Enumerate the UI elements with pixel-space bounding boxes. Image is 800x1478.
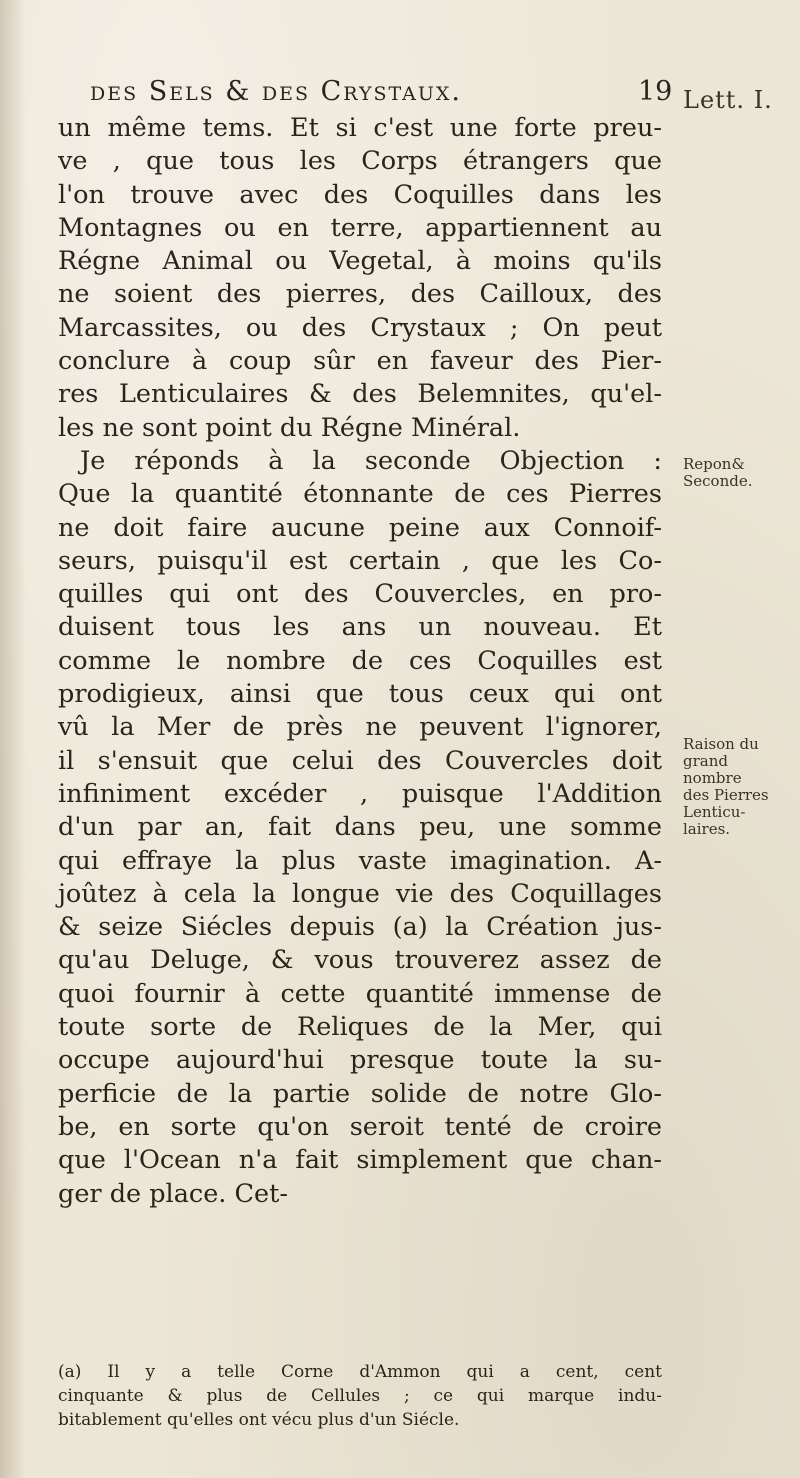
text-line: infiniment excéder , puisque l'Addition [58, 778, 662, 809]
footnote-line: cinquante & plus de Cellules ; ce qui marque indu- [58, 1386, 662, 1406]
margin-note-line: nombre [683, 769, 742, 787]
text-line: joûtez à cela la longue vie des Coquillages [58, 878, 662, 909]
margin-note-line: des Pierres [683, 786, 769, 804]
page-number: 19 [638, 76, 673, 107]
footnote-line: (a) Il y a telle Corne d'Ammon qui a cent, cent [58, 1362, 662, 1382]
page-gutter-shadow [0, 0, 26, 1478]
text-line: Je réponds à la seconde Objection : [80, 445, 662, 476]
text-line: quoi fournir à cette quantité immense de [58, 978, 662, 1009]
text-line: ne soient des pierres, des Cailloux, des [58, 279, 662, 310]
text-line: Montagnes ou en terre, appartiennent au [58, 212, 662, 243]
footnote-line: bitablement qu'elles ont vécu plus d'un Siécle. [58, 1410, 460, 1430]
text-line: toute sorte de Reliques de la Mer, qui [58, 1012, 662, 1043]
text-line: & seize Siécles depuis (a) la Création jus- [58, 912, 662, 943]
text-line: ne doit faire aucune peine aux Connoif- [58, 512, 662, 543]
margin-note-line: laires. [683, 820, 731, 838]
margin-note-line: Lenticu- [683, 803, 746, 821]
text-line: duisent tous les ans un nouveau. Et [58, 612, 662, 643]
text-line: vû la Mer de près ne peuvent l'ignorer, [58, 712, 662, 743]
text-line: perficie de la partie solide de notre Glo- [58, 1078, 662, 1109]
text-line: seurs, puisqu'il est certain , que les Co- [58, 545, 662, 576]
text-line: d'un par an, fait dans peu, une somme [58, 812, 662, 843]
margin-note-raison [683, 736, 795, 838]
text-line: Marcassites, ou des Crystaux ; On peut [58, 312, 662, 343]
text-line: ger de place. Cet- [58, 1178, 288, 1209]
margin-note-line: grand [683, 752, 728, 770]
text-line: Régne Animal ou Vegetal, à moins qu'ils [58, 246, 662, 277]
text-line: quilles qui ont des Couvercles, en pro- [58, 579, 662, 610]
margin-note-line: Seconde. [683, 472, 753, 490]
running-head [90, 76, 690, 107]
text-line: un même tems. Et si c'est une forte preu- [58, 113, 662, 143]
margin-note-line: Raison du [683, 735, 759, 753]
main-text [58, 112, 662, 1211]
text-line: qui effraye la plus vaste imagination. A- [58, 845, 662, 876]
text-line: Que la quantité étonnante de ces Pierres [58, 479, 662, 510]
running-head-title: des Sels & des Crystaux. [90, 76, 463, 107]
text-line: conclure à coup sûr en faveur des Pier- [58, 346, 662, 377]
margin-note-letter [683, 86, 795, 114]
text-line: que l'Ocean n'a fait simplement que chan- [58, 1145, 662, 1176]
text-line: qu'au Deluge, & vous trouverez assez de [58, 945, 662, 976]
text-line: l'on trouve avec des Coquilles dans les [58, 179, 662, 210]
margin-note-reponse [683, 456, 795, 490]
text-line: comme le nombre de ces Coquilles est [58, 645, 662, 676]
footnote [58, 1360, 662, 1432]
text-line: les ne sont point du Régne Minéral. [58, 412, 521, 443]
text-line: ve , que tous les Corps étrangers que [58, 146, 662, 177]
margin-note-letter-text: Lett. I. [683, 86, 773, 114]
margin-note-line: Repon& [683, 455, 745, 473]
text-line: prodigieux, ainsi que tous ceux qui ont [58, 679, 662, 710]
text-line: res Lenticulaires & des Belemnites, qu'el- [58, 379, 662, 410]
text-line: be, en sorte qu'on seroit tenté de croire [58, 1111, 662, 1142]
text-line: il s'ensuit que celui des Couvercles doit [58, 745, 662, 776]
text-line: occupe aujourd'hui presque toute la su- [58, 1045, 662, 1076]
